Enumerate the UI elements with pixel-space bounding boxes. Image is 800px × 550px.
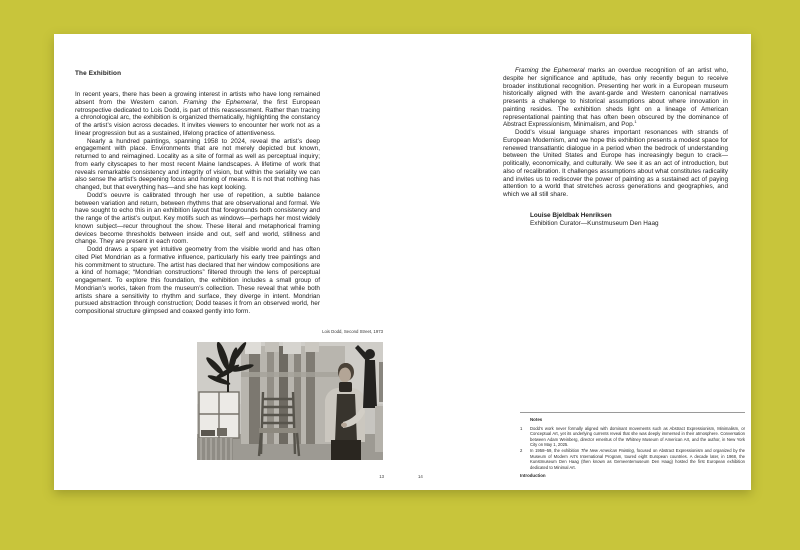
paragraph: Dodd draws a spare yet intuitive geometry from the visible world and has often cited Piet Mondrian as a formative influence, particularly his early tree paintings and his commitment to structure. The artist has declared that her window compositions are a kind of homage; “Mondrian constructions” filtered through the lens of perceptual engagement. To explore this foundation, the exhibition includes a small group of Mondrian’s works, taken from the museum’s collection. These reveal that while both artists share a sensitivity to rhythm and surface, they diverge in intent. Mondrian pursued abstraction through construction; Dodd teases it from an observed world, her compositional structure glimpsed and coaxed gently into form. xyxy=(75,246,320,315)
curator-title: Exhibition Curator—Kunstmuseum Den Haag xyxy=(530,220,659,228)
notes-section xyxy=(520,417,745,470)
radiator xyxy=(197,438,233,460)
paragraph: Nearly a hundred paintings, spanning 1958 to 2024, reveal the artist’s deep engagement with place. Environments that are not merely depicted but known, returned to and reimagined. Locality as a site of formal as well as perceptual inquiry; from early cityscapes to her most recent Maine landscapes. A lifetime of work that reveals remarkable consistency and integrity of vision, but within the seriality we can also sense the artist’s deepening focus and honing of means. It is not that nothing has changed, but that everything has—and she has kept looking. xyxy=(75,137,320,191)
footnote-text: In 1958–59, the exhibition The New American Painting, focused on Abstract Expressionism and organized by the Museum of Modern Art’s International Program, toured eight European countries. A decade later, in 1968, the Kunstmuseum Den Haag (then known as Gemeentemuseum Den Haag) hosted the first European exhibition dedicated to Minimal Art. xyxy=(530,447,745,470)
paragraph: Dodd’s oeuvre is calibrated through her use of repetition, a subtle balance between variation and return, between rhythms that are observational and formal. We have sought to echo this in an exhibition layout that foregrounds both consistency and the range of the artist’s output. Key motifs such as windows—perhaps her most widely known subject—recur throughout the show. These literal and metaphorical framing devices become thresholds between inside and out, self and world, stillness and change. They are present in each room. xyxy=(75,191,320,246)
notes-list xyxy=(520,426,745,471)
curator-signature xyxy=(530,212,659,228)
curator-name: Louise Bjeldbak Henriksen xyxy=(530,212,612,219)
lois-dodd-studio-photo xyxy=(197,342,383,460)
left-page-column xyxy=(75,70,320,316)
photo-block xyxy=(197,329,383,460)
running-footer: Introduction xyxy=(520,473,546,478)
notes-heading: Notes xyxy=(530,417,543,422)
section-heading: The Exhibition xyxy=(75,70,122,77)
footnote-text: Dodd’s work never formally aligned with dominant movements such as Abstract Expressionism, Minimalism, or Conceptual Art, yet its underlying currents reveal that she was deeply immersed in their atmosphere. Conversation between Adam Weinberg, director emeritus of the Whitney Museum of American Art, and the author, in New York City on May 1, 2025. xyxy=(530,425,745,448)
notes-divider-rule xyxy=(520,412,745,413)
paragraph: In recent years, there has been a growing interest in artists who have long remained absent from the Western canon. Framing the Ephemeral, the first European retrospective dedicated to Lois Dodd, is part of this reassessment. Rather than tracing a chronological arc, the exhibition is organized thematically, highlighting the constancy of the artist’s vision across decades. It invites viewers to encounter her work not as a linear progression but as a sustained, lifelong practice of attentiveness. xyxy=(75,91,320,137)
right-page-body xyxy=(503,67,728,199)
footnote xyxy=(520,448,745,470)
studio-window xyxy=(199,392,239,438)
footnote xyxy=(520,426,745,448)
footnote-number: 2 xyxy=(520,447,523,453)
left-page-body xyxy=(75,91,320,316)
paragraph: Dodd’s visual language shares important resonances with strands of European Modernism, and we hope this exhibition presents a modest space for renewed transatlantic dialogue in a period when the bedrock of understanding between the United States and Europe has increasingly begun to crack—politically, economically, and culturally. We see it as an act of introduction, but also of recalibration. It challenges assumptions about what constitutes radicality and invites us to rediscover the power of painting as a sustained act of paying attention to a world that stretches across generations and geographies, and which we all still share. xyxy=(503,129,728,198)
page-number-right: 14 xyxy=(418,474,423,479)
footnote-number: 1 xyxy=(520,425,523,431)
photo-caption: Lois Dodd, Second Street, 1973 xyxy=(322,329,383,334)
paragraph: Framing the Ephemeral marks an overdue recognition of an artist who, despite her significance and aptitude, has only recently begun to receive broader institutional recognition. Presenting her work in a European museum historically aligned with the avant-garde and Western canonical narratives presents a challenge to historical assumptions about where innovation in painting resides. The exhibition sheds light on a lineage of American representational painting that has often been obscured by the dominance of Abstract Expressionism, Minimalism, and Pop.$^1$ xyxy=(503,67,728,129)
studio-photo-illustration xyxy=(197,342,383,460)
open-book-spread xyxy=(54,34,751,490)
page-number-left: 13 xyxy=(379,474,384,479)
